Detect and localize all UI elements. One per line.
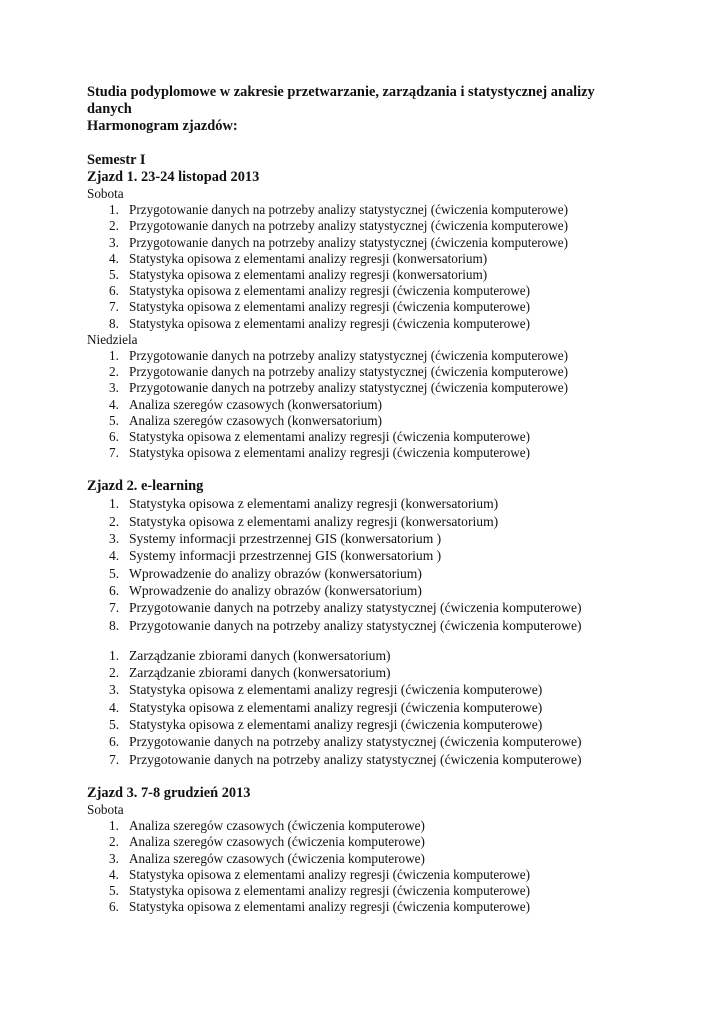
list-item-text: Przygotowanie danych na potrzeby analizy statystycznej (ćwiczenia komputerowe): [129, 348, 569, 364]
list-item-text: Analiza szeregów czasowych (ćwiczenia komputerowe): [129, 834, 425, 850]
list-item-text: Zarządzanie zbiorami danych (konwersatorium): [129, 647, 391, 663]
list-item-text: Systemy informacji przestrzennej GIS (konwersatorium ): [129, 531, 442, 547]
zjazd1-day1-label: Sobota: [87, 186, 124, 201]
list-item: [87, 565, 647, 582]
semester-heading: Semestr I: [87, 152, 146, 168]
list-item-number: 2.: [109, 834, 119, 850]
list-item-number: 5.: [109, 267, 119, 283]
list-item-number: 7.: [109, 445, 119, 461]
list-item: [87, 380, 647, 396]
list-item: [87, 818, 647, 834]
zjazd1-heading: Zjazd 1. 23-24 listopad 2013: [87, 169, 260, 185]
zjazd2-list1: [87, 495, 647, 633]
list-item-number: 8.: [109, 617, 120, 633]
list-item-number: 2.: [109, 218, 119, 234]
list-item: [87, 733, 647, 750]
document-body: [87, 84, 647, 915]
list-item-text: Przygotowanie danych na potrzeby analizy statystycznej (ćwiczenia komputerowe): [129, 234, 569, 250]
zjazd3-day1-label: Sobota: [87, 801, 124, 817]
list-item-text: Statystyka opisowa z elementami analizy regresji (ćwiczenia komputerowe): [129, 899, 530, 915]
list-item: [87, 364, 647, 380]
list-item-number: 4.: [109, 866, 119, 882]
schedule-subtitle: Harmonogram zjazdów:: [87, 118, 238, 134]
list-item: [87, 202, 647, 218]
list-item-number: 6.: [109, 283, 119, 299]
list-item-number: 7.: [109, 751, 120, 767]
list-item-number: 4.: [109, 396, 119, 412]
list-item-text: Zarządzanie zbiorami danych (konwersatorium): [129, 665, 391, 681]
list-item-text: Statystyka opisowa z elementami analizy regresji (konwersatorium): [129, 496, 499, 512]
list-item-number: 8.: [109, 315, 119, 331]
list-item-number: 1.: [109, 202, 119, 218]
list-item: [87, 664, 647, 681]
list-item-text: Wprowadzenie do analizy obrazów (konwersatorium): [129, 582, 422, 598]
list-item-text: Wprowadzenie do analizy obrazów (konwersatorium): [129, 565, 422, 581]
list-item-number: 1.: [109, 496, 120, 512]
list-item-number: 2.: [109, 513, 120, 529]
list-item: [87, 883, 647, 899]
list-item-number: 5.: [109, 565, 120, 581]
list-item: [87, 647, 647, 664]
list-item-number: 1.: [109, 818, 119, 834]
list-item-text: Analiza szeregów czasowych (ćwiczenia komputerowe): [129, 818, 425, 834]
list-item-text: Statystyka opisowa z elementami analizy regresji (ćwiczenia komputerowe): [129, 682, 543, 698]
list-item-number: 3.: [109, 380, 119, 396]
list-item-text: Statystyka opisowa z elementami analizy regresji (ćwiczenia komputerowe): [129, 283, 530, 299]
list-item-text: Analiza szeregów czasowych (konwersatorium): [129, 412, 383, 428]
list-item-text: Statystyka opisowa z elementami analizy regresji (ćwiczenia komputerowe): [129, 717, 543, 733]
list-item-number: 1.: [109, 647, 120, 663]
list-item: [87, 899, 647, 915]
list-item-text: Statystyka opisowa z elementami analizy regresji (ćwiczenia komputerowe): [129, 445, 530, 461]
list-item-text: Przygotowanie danych na potrzeby analizy statystycznej (ćwiczenia komputerowe): [129, 734, 582, 750]
list-item: [87, 582, 647, 599]
list-item-number: 3.: [109, 234, 119, 250]
list-item-text: Przygotowanie danych na potrzeby analizy statystycznej (ćwiczenia komputerowe): [129, 751, 582, 767]
list-item-number: 3.: [109, 682, 120, 698]
list-item-text: Statystyka opisowa z elementami analizy regresji (ćwiczenia komputerowe): [129, 699, 543, 715]
list-item: [87, 283, 647, 299]
document-title-line2: danych: [87, 101, 132, 117]
list-item: [87, 267, 647, 283]
list-item: [87, 699, 647, 716]
list-item-number: 6.: [109, 429, 119, 445]
zjazd2-heading: Zjazd 2. e-learning: [87, 478, 204, 495]
zjazd1-day2-list: [87, 348, 647, 461]
list-item: [87, 299, 647, 315]
document-title-line1: Studia podyplomowe w zakresie przetwarzanie, zarządzania i statystycznej analizy: [87, 84, 595, 100]
zjazd2-list2: [87, 647, 647, 768]
list-item: [87, 599, 647, 616]
list-item: [87, 867, 647, 883]
list-item: [87, 530, 647, 547]
list-item-text: Statystyka opisowa z elementami analizy regresji (ćwiczenia komputerowe): [129, 882, 530, 898]
list-item: [87, 397, 647, 413]
list-item-text: Statystyka opisowa z elementami analizy regresji (ćwiczenia komputerowe): [129, 866, 530, 882]
list-item-number: 5.: [109, 882, 119, 898]
list-item-text: Statystyka opisowa z elementami analizy regresji (konwersatorium): [129, 250, 488, 266]
list-item: [87, 445, 647, 461]
list-item-number: 7.: [109, 600, 120, 616]
list-item-number: 2.: [109, 665, 120, 681]
list-item-number: 3.: [109, 531, 120, 547]
list-item: [87, 716, 647, 733]
list-item: [87, 681, 647, 698]
list-item-text: Statystyka opisowa z elementami analizy regresji (ćwiczenia komputerowe): [129, 315, 530, 331]
list-item-number: 7.: [109, 299, 119, 315]
list-item: [87, 316, 647, 332]
list-item: [87, 851, 647, 867]
list-item: [87, 251, 647, 267]
list-item-number: 4.: [109, 250, 119, 266]
list-item: [87, 413, 647, 429]
list-item: [87, 834, 647, 850]
list-item-number: 4.: [109, 699, 120, 715]
list-item-number: 6.: [109, 734, 120, 750]
list-item: [87, 429, 647, 445]
zjazd1-day2-label: Niedziela: [87, 331, 138, 347]
list-item-text: Analiza szeregów czasowych (konwersatorium): [129, 396, 383, 412]
list-item-number: 5.: [109, 717, 120, 733]
list-item: [87, 235, 647, 251]
list-item-text: Statystyka opisowa z elementami analizy regresji (ćwiczenia komputerowe): [129, 429, 530, 445]
list-item: [87, 513, 647, 530]
list-item-text: Przygotowanie danych na potrzeby analizy statystycznej (ćwiczenia komputerowe): [129, 218, 569, 234]
list-item-text: Statystyka opisowa z elementami analizy regresji (ćwiczenia komputerowe): [129, 299, 530, 315]
list-item-text: Statystyka opisowa z elementami analizy regresji (konwersatorium): [129, 513, 499, 529]
zjazd3-day1-list: [87, 818, 647, 915]
list-item-text: Przygotowanie danych na potrzeby analizy statystycznej (ćwiczenia komputerowe): [129, 364, 569, 380]
list-item-text: Statystyka opisowa z elementami analizy regresji (konwersatorium): [129, 267, 488, 283]
zjazd1-day1-list: [87, 202, 647, 332]
list-item-number: 6.: [109, 582, 120, 598]
list-item-number: 1.: [109, 348, 119, 364]
list-item-number: 3.: [109, 850, 119, 866]
list-item-text: Przygotowanie danych na potrzeby analizy statystycznej (ćwiczenia komputerowe): [129, 617, 582, 633]
list-item: [87, 218, 647, 234]
zjazd3-heading: Zjazd 3. 7-8 grudzień 2013: [87, 784, 251, 801]
list-item-number: 4.: [109, 548, 120, 564]
list-item-number: 5.: [109, 412, 119, 428]
list-item-text: Przygotowanie danych na potrzeby analizy statystycznej (ćwiczenia komputerowe): [129, 380, 569, 396]
list-item-text: Przygotowanie danych na potrzeby analizy statystycznej (ćwiczenia komputerowe): [129, 202, 569, 218]
list-item-text: Systemy informacji przestrzennej GIS (konwersatorium ): [129, 548, 442, 564]
list-item: [87, 751, 647, 768]
list-item-number: 2.: [109, 364, 119, 380]
list-item-text: Przygotowanie danych na potrzeby analizy statystycznej (ćwiczenia komputerowe): [129, 600, 582, 616]
list-item: [87, 547, 647, 564]
list-item-number: 6.: [109, 899, 119, 915]
list-item: [87, 617, 647, 634]
list-item: [87, 348, 647, 364]
list-item: [87, 495, 647, 512]
list-item-text: Analiza szeregów czasowych (ćwiczenia komputerowe): [129, 850, 425, 866]
